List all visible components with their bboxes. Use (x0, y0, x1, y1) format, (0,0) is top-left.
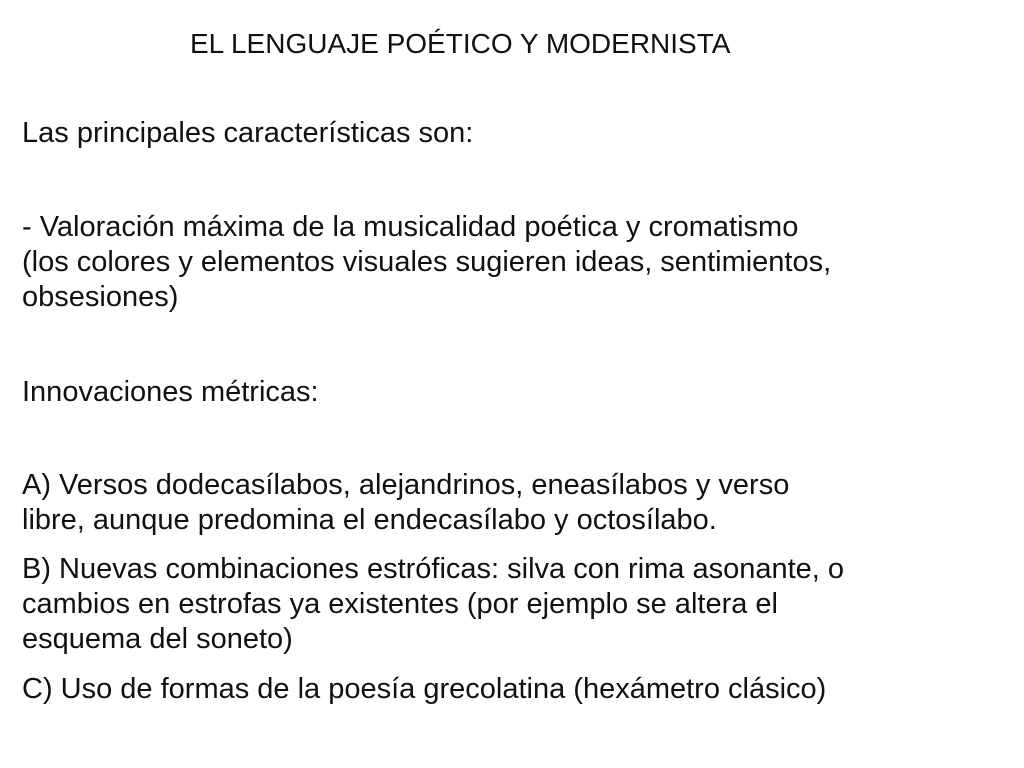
item-a-line-1: A) Versos dodecasílabos, alejandrinos, eneasílabos y verso (22, 469, 790, 501)
item-a-line-2: libre, aunque predomina el endecasílabo y octosílabo. (22, 504, 717, 536)
intro-line: Las principales características son: (22, 117, 474, 149)
item-a (22, 468, 1007, 538)
item-b (22, 552, 1007, 657)
item-b-line-2: cambios en estrofas ya existentes (por ejemplo se altera el (22, 588, 778, 620)
metric-heading-line: Innovaciones métricas: (22, 376, 319, 408)
musicality-line-3: obsesiones) (22, 281, 179, 313)
musicality-line-2: (los colores y elementos visuales sugieren ideas, sentimientos, (22, 246, 832, 278)
musicality-line-1: - Valoración máxima de la musicalidad poética y cromatismo (22, 211, 799, 243)
intro-text (22, 116, 1007, 151)
metric-heading (22, 375, 1007, 410)
item-c-line-1: C) Uso de formas de la poesía grecolatina (hexámetro clásico) (22, 673, 827, 705)
item-b-line-3: esquema del soneto) (22, 623, 293, 655)
musicality-point (22, 210, 1007, 315)
item-b-line-1: B) Nuevas combinaciones estróficas: silva con rima asonante, o (22, 553, 845, 585)
item-c (22, 672, 1007, 707)
slide-title: EL LENGUAJE POÉTICO Y MODERNISTA (190, 28, 731, 59)
